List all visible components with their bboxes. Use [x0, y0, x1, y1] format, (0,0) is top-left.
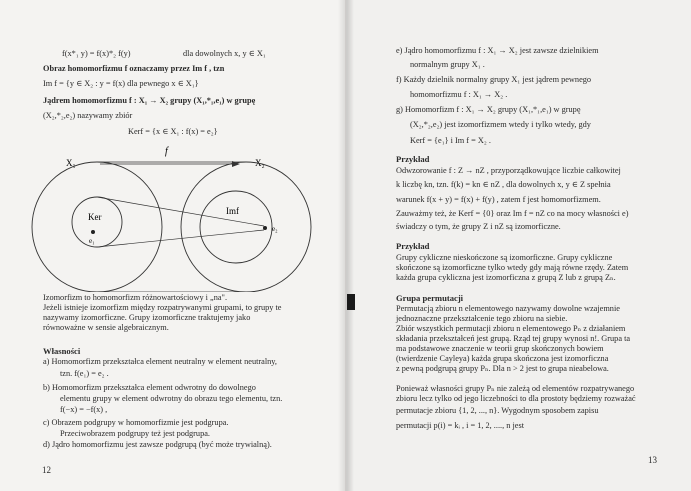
image-definition-line: Obraz homomorfizmu f oznaczamy przez Im f , tzn [43, 64, 225, 73]
property-d: d) Jądro homomorfizmu jest zawsze podgrupą (być może trywialną). [43, 440, 272, 449]
diagram-set-x2: X₂ [255, 158, 265, 168]
property-c-cont: Przeciwobrazem podgrupy też jest podgrupa. [60, 429, 210, 438]
permutation-heading: Grupa permutacji [396, 293, 464, 303]
property-e: e) Jądro homomorfizmu f : X₁ → X₂ jest zawsze dzielnikiem [396, 46, 599, 55]
iso-line-2: Jeżeli istnieje izomorfizm między rozpatrywanymi grupami, to grupy te [43, 303, 282, 312]
e1-point [91, 230, 95, 234]
set-x1-circle [32, 162, 162, 292]
set-x2-circle [181, 162, 311, 292]
page-number-left: 12 [42, 465, 51, 475]
page-number-right: 13 [648, 455, 657, 465]
property-a-cont: tzn. f(e₁) = e₂ . [60, 369, 109, 378]
properties-heading: Własności [43, 346, 81, 356]
iso-line-3: nazywamy izomorficzne. Grupy izomorficzne traktujemy jako [43, 313, 251, 322]
map-line-bottom [97, 230, 264, 247]
example-2-heading: Przykład [396, 241, 430, 251]
permutation-line-1: Permutacją zbioru n elementowego nazywamy dowolne wzajemnie [396, 304, 620, 313]
formula-line: f(x*₁ y) = f(x)*₂ f(y) [62, 49, 131, 58]
permutation-line-4: składania przekształceń jest grupą. Rząd tej grupy wynosi n!. Grupa ta [396, 334, 631, 343]
right-page [346, 0, 691, 491]
e2-label: e₂ [272, 225, 278, 233]
property-g: g) Homomorfizm f : X₁ → X₂ grupy (X₁,*₁,e₁) w grupę [396, 105, 581, 114]
permutation-line-7: z pewną podgrupą grupy Pₙ. Dla n > 2 jest to grupa nieabelowa. [396, 364, 609, 373]
book-gutter [338, 0, 354, 491]
permutation-line-6: (twierdzenie Cayleya) każda grupa skończona jest izomorficzna [396, 354, 609, 363]
property-b-formula: f(−x) = −f(x) , [60, 405, 108, 414]
image-formula: Im f = {y ∈ X₂ : y = f(x) dla pewnego x ∈ X₁} [43, 79, 199, 88]
image-circle [200, 191, 272, 263]
formula-condition: dla dowolnych x, y ∈ X₁ [183, 49, 266, 58]
homomorphism-diagram [0, 142, 345, 292]
closing-line-1: Ponieważ własności grupy Pₙ nie zależą od elementów rozpatrywanego [396, 384, 635, 393]
example-2-line-1: Grupy cykliczne nieskończone są izomorficzne. Grupy cykliczne [396, 253, 613, 262]
property-b: b) Homomorfizm przekształca element odwrotny do dowolnego [43, 383, 256, 392]
iso-line-4: równoważne w sensie algebraicznym. [43, 323, 169, 332]
kernel-circle [72, 197, 122, 247]
diagram-arrow-label: f [165, 146, 168, 157]
e2-point [263, 226, 267, 230]
permutation-line-2: jednoznaczne przekształcenie tego zbioru na siebie. [396, 314, 568, 323]
example-2-line-2: skończone są izomorficzne tylko wtedy gdy mają równe rzędy. Zatem [396, 263, 629, 272]
example-1-line-3: warunek f(x + y) = f(x) + f(y) , zatem f jest homomorfizmem. [396, 195, 601, 204]
property-c: c) Obrazem podgrupy w homomorfizmie jest podgrupa. [43, 418, 229, 427]
example-1-line-5: świadczy o tym, że grupy Z i nZ są izomorficzne. [396, 222, 561, 231]
example-1-heading: Przykład [396, 154, 430, 164]
left-page [0, 0, 345, 491]
permutation-line-3: Zbiór wszystkich permutacji zbioru n elementowego Pₙ z działaniem [396, 324, 626, 333]
diagram-set-x1: X₁ [66, 158, 76, 168]
closing-line-3: permutacje zbioru {1, 2, ..., n}. Wygodnym sposobem zapisu [396, 406, 599, 415]
page-tab-marker [347, 294, 355, 310]
e1-label: e₁ [89, 237, 95, 245]
kernel-definition-line: Jądrem homomorfizmu f : X₁ → X₂ grupy (X₁,*₁,e₁) w grupę [43, 96, 256, 105]
property-g-formula: Kerf = {e₁} i Im f = X₂ . [410, 136, 491, 145]
property-b-cont: elementu grupy w element odwrotny do obrazu tego elementu, tzn. [60, 394, 283, 403]
kernel-definition-line-2: (X₂,*₂,e₂) nazywamy zbiór [43, 111, 133, 120]
permutation-line-5: ma podstawowe znaczenie w teorii grup skończonych bowiem [396, 344, 604, 353]
property-a: a) Homomorfizm przekształca element neutralny w element neutralny, [43, 357, 277, 366]
image-label: Imf [226, 206, 239, 216]
closing-line-2: zbioru lecz tylko od jego liczebności to dla prostoty będziemy rozważać [396, 394, 636, 403]
property-f: f) Każdy dzielnik normalny grupy X₁ jest jądrem pewnego [396, 75, 592, 84]
property-g-cont: (X₂,*₂,e₂) jest izomorfizmem wtedy i tylko wtedy, gdy [410, 120, 591, 129]
kernel-label: Ker [88, 212, 102, 222]
kernel-formula: Kerf = {x ∈ X₁ : f(x) = e₂} [128, 127, 218, 136]
closing-line-4: permutacji p(i) = kᵢ , i = 1, 2, ...., n jest [396, 421, 525, 430]
example-2-line-3: każda grupa cykliczna jest izomorficzna z grupą Z lub z grupą Zₙ. [396, 273, 616, 282]
example-1-line-4: Zauważmy też, że Kerf = {0} oraz Im f = nZ co na mocy własności e) [396, 209, 629, 218]
example-1-line-1: Odwzorowanie f : Z → nZ , przyporządkowujące liczbie całkowitej [396, 166, 621, 175]
property-e-cont: normalnym grupy X₁ . [410, 60, 485, 69]
property-f-cont: homomorfizmu f : X₁ → X₂ . [410, 90, 508, 99]
iso-line-1: Izomorfizm to homomorfizm różnowartościowy i „na". [43, 293, 228, 302]
example-1-line-2: k liczbę kn, tzn. f(k) = kn ∈ nZ , dla dowolnych x, y ∈ Z spełnia [396, 180, 611, 189]
